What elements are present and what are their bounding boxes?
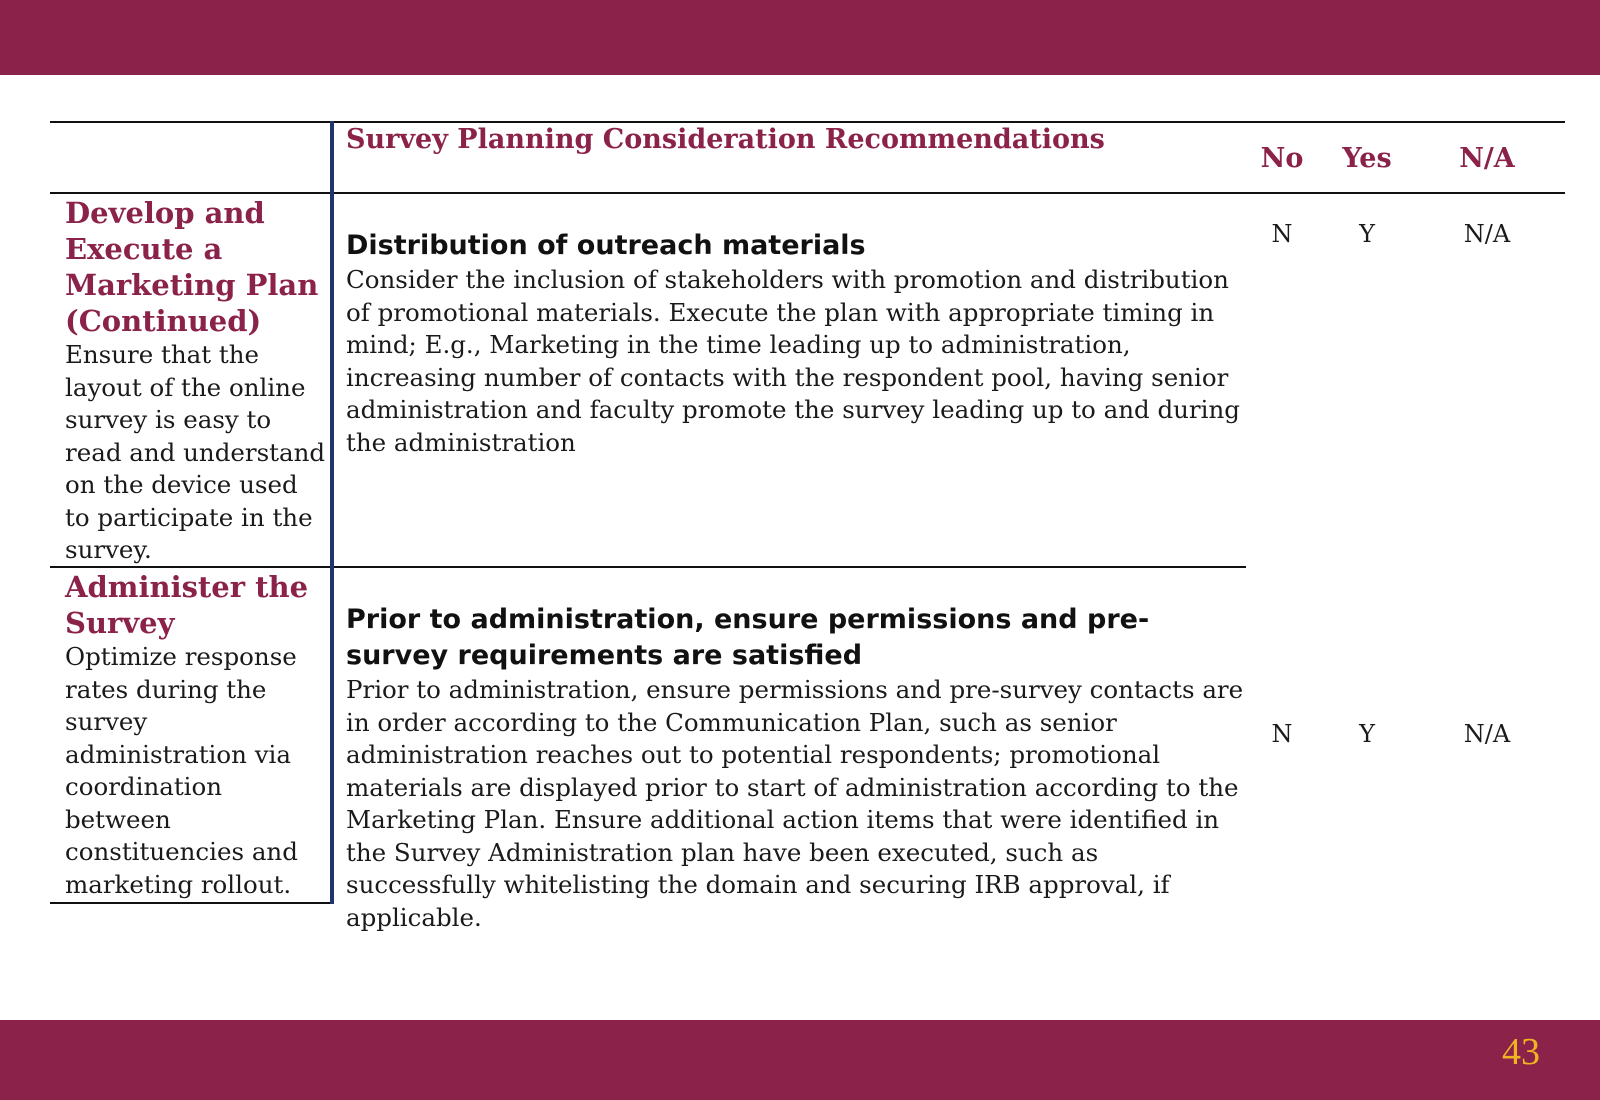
- column-header-no: No: [1260, 143, 1304, 174]
- recommendation-cell: [346, 602, 1246, 934]
- answer-yes: Y: [1359, 720, 1375, 748]
- table-top-rule: [50, 121, 1565, 123]
- table-header-title: Survey Planning Consideration Recommendations: [346, 124, 1105, 155]
- page-number: 43: [1502, 1031, 1540, 1073]
- section-description: Ensure that the layout of the online survey is easy to read and understand on the device used to participate in the survey.: [65, 340, 326, 564]
- column-header-yes: Yes: [1342, 143, 1392, 174]
- section-cell: [65, 195, 327, 567]
- recommendation-title: Prior to administration, ensure permissions and pre-survey requirements are satisfied: [346, 604, 1150, 671]
- recommendation-cell: [346, 228, 1246, 459]
- recommendation-description: Consider the inclusion of stakeholders with promotion and distribution of promotional materials. Execute the plan with appropriate timing in mind; E.g., Marketing in the time leading up to administration, increasing number of contacts with the respondent pool, having senior administration and faculty promote the survey leading up to and during the administration: [346, 265, 1240, 457]
- answer-yes: Y: [1359, 220, 1375, 248]
- answer-no: N: [1271, 720, 1293, 748]
- top-banner: [0, 0, 1600, 75]
- bottom-banner: [0, 1020, 1600, 1100]
- table-header-rule: [50, 192, 1565, 194]
- section-title: Develop and Execute a Marketing Plan (Continued): [65, 196, 319, 338]
- recommendation-description: Prior to administration, ensure permissions and pre-survey contacts are in order according to the Communication Plan, such as senior administration reaches out to potential respondents; promotional materials are displayed prior to start of administration according to the Marketing Plan. Ensure additional action items that were identified in the Survey Administration plan have been executed, such as successfully whitelisting the domain and securing IRB approval, if applicable.: [346, 675, 1244, 932]
- table-bottom-rule: [50, 902, 334, 904]
- answer-na: N/A: [1463, 720, 1511, 748]
- section-cell: [65, 569, 327, 901]
- recommendation-title: Distribution of outreach materials: [346, 230, 866, 261]
- section-title: Administer the Survey: [65, 570, 309, 640]
- section-description: Optimize response rates during the survey administration via coordination between constituencies and marketing rollout.: [65, 642, 298, 899]
- table-column-divider: [330, 121, 334, 904]
- answer-no: N: [1271, 220, 1293, 248]
- answer-na: N/A: [1463, 220, 1511, 248]
- column-header-na: N/A: [1459, 143, 1515, 174]
